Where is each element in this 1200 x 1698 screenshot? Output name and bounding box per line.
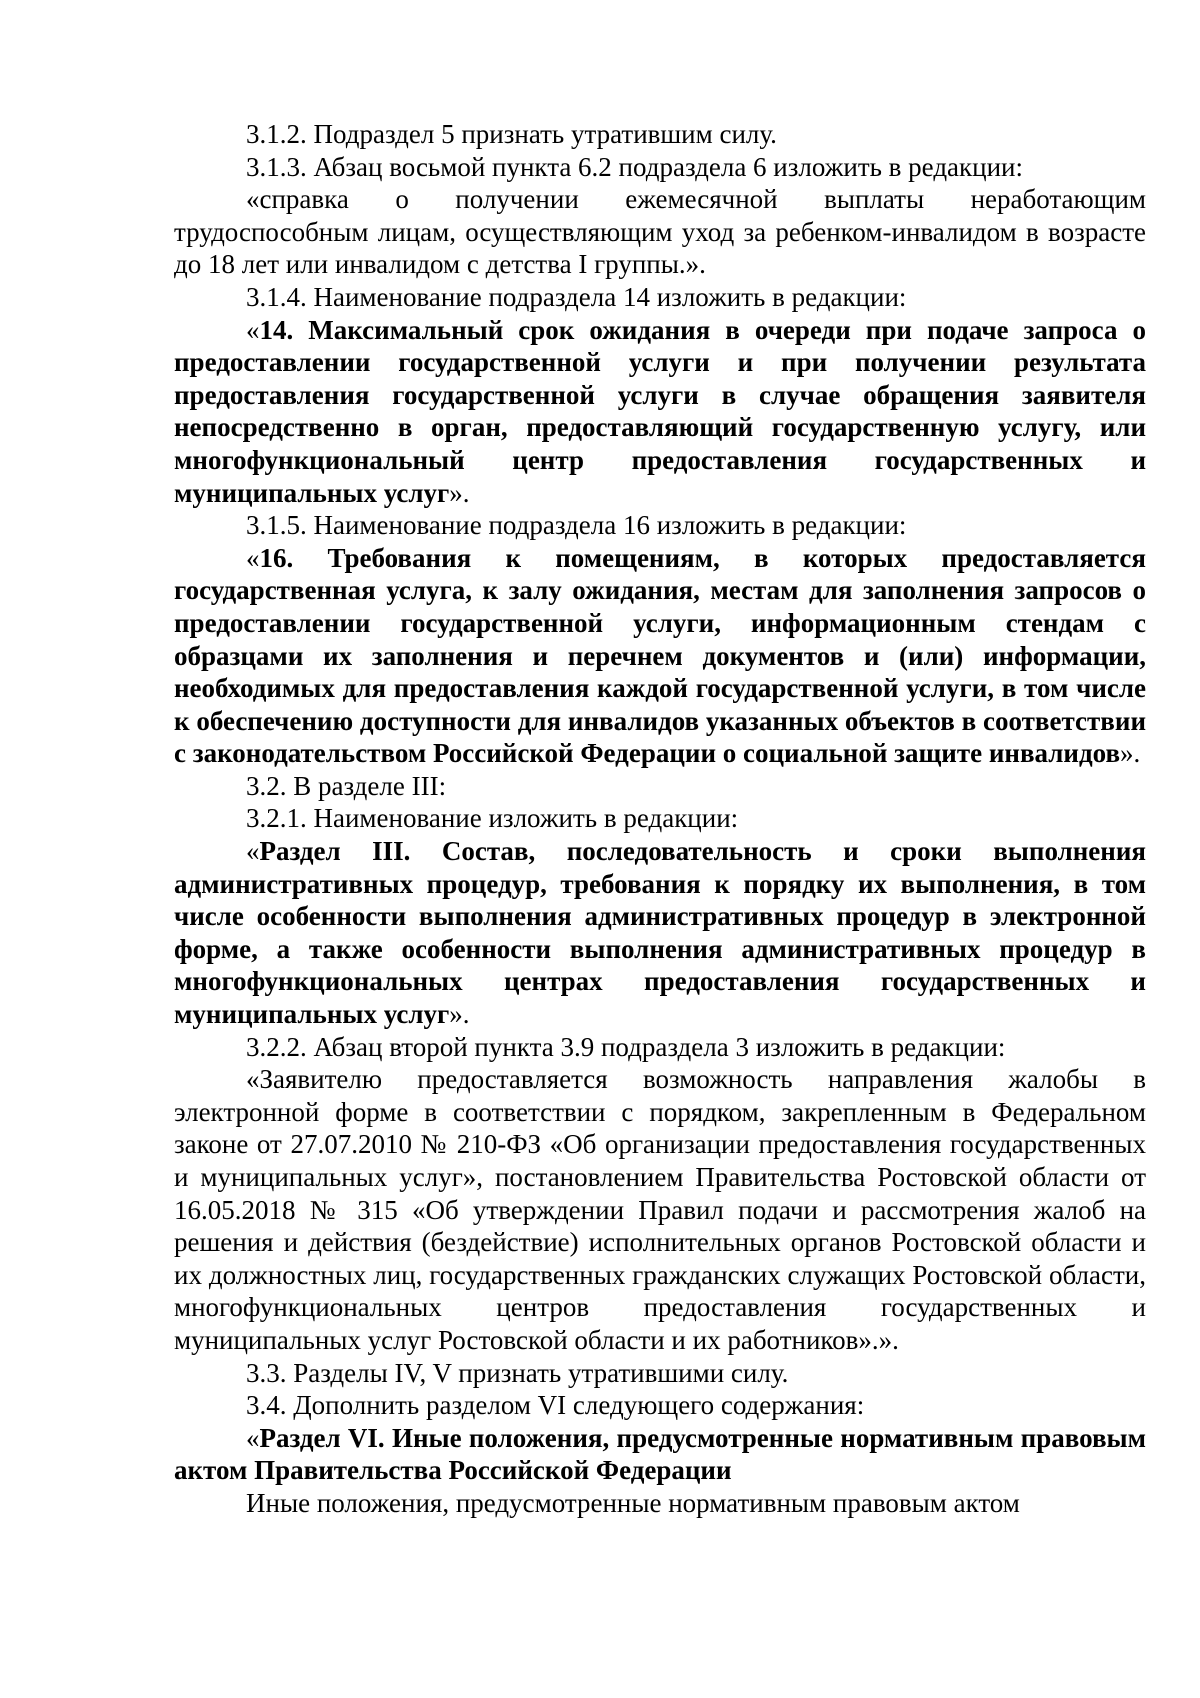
- subsection-16-bold-text: 16. Требования к помещениям, в которых предоставляется государственная услуга, к залу ожидания, местам для заполнения запросов о предоставлении государственной услуги, информационным стендам с образцами их заполнения и перечнем документов и (или) информации, необходимых для предоставления каждой государственной услуги, в том числе к обеспечению доступности для инвалидов указанных объектов в соответствии с законодательством Российской Федерации о социальной защите инвалидов: [174, 542, 1146, 769]
- paragraph-other-provisions: Иные положения, предусмотренные нормативным правовым актом: [246, 1487, 1020, 1518]
- open-quote: «: [246, 1422, 260, 1453]
- paragraph-3-2-2: 3.2.2. Абзац второй пункта 3.9 подраздела 3 изложить в редакции:: [246, 1031, 1006, 1062]
- subsection-16-title: [174, 542, 1146, 770]
- quoted-paragraph-certificate: «справка о получении ежемесячной выплаты неработающим трудоспособным лицам, осуществляющим уход за ребенком-инвалидом в возрасте до 18 лет или инвалидом с детства I группы.».: [174, 184, 1146, 280]
- close-quote: ».: [449, 999, 470, 1030]
- section-3-bold-text: Раздел III. Состав, последовательность и сроки выполнения административных процедур, требования к порядку их выполнения, в том числе особенности выполнения административных процедур в электронной форме, а также особенности выполнения административных процедур в многофункциональных центрах предоставления государственных и муниципальных услуг: [174, 836, 1146, 1030]
- paragraph-3-2-1: 3.2.1. Наименование изложить в редакции:: [246, 803, 739, 834]
- paragraph-3-1-4: 3.1.4. Наименование подраздела 14 изложить в редакции:: [246, 281, 907, 312]
- section-3-title: [174, 835, 1146, 1031]
- section-6-bold-text: Раздел VI. Иные положения, предусмотренные нормативным правовым актом Правительства Российской Федерации: [174, 1422, 1146, 1486]
- paragraph-3-4: 3.4. Дополнить разделом VI следующего содержания:: [246, 1390, 865, 1421]
- paragraph-3-2: 3.2. В разделе III:: [246, 770, 447, 801]
- subsection-14-bold-text: 14. Максимальный срок ожидания в очереди при подаче запроса о предоставлении государственной услуги и при получении результата предоставления государственной услуги в случае обращения заявителя непосредственно в орган, предоставляющий государственную услугу, или многофункциональный центр предоставления государственных и муниципальных услуг: [174, 314, 1146, 508]
- paragraph-3-1-5: 3.1.5. Наименование подраздела 16 изложить в редакции:: [246, 510, 907, 541]
- paragraph-3-3: 3.3. Разделы IV, V признать утратившими силу.: [246, 1357, 789, 1388]
- open-quote: «: [246, 836, 260, 867]
- open-quote: «: [246, 314, 260, 345]
- close-quote: ».: [1120, 738, 1141, 769]
- close-quote: ».: [449, 477, 470, 508]
- subsection-14-title: [174, 314, 1146, 510]
- open-quote: «: [246, 542, 260, 573]
- paragraph-3-1-3: 3.1.3. Абзац восьмой пункта 6.2 подраздела 6 изложить в редакции:: [246, 151, 1024, 182]
- quoted-paragraph-complaint: «Заявителю предоставляется возможность направления жалобы в электронной форме в соответствии с порядком, закрепленным в Федеральном законе от 27.07.2010 № 210-ФЗ «Об организации предоставления государственных и муниципальных услуг», постановлением Правительства Ростовской области от 16.05.2018 № 315 «Об утверждении Правил подачи и рассмотрения жалоб на решения и действия (бездействие) исполнительных органов Ростовской области и их должностных лиц, государственных гражданских служащих Ростовской области, многофункциональных центров предоставления государственных и муниципальных услуг Ростовской области и их работников».».: [174, 1064, 1146, 1355]
- document-body: [174, 118, 1146, 1520]
- section-6-title: [174, 1422, 1146, 1487]
- paragraph-3-1-2: 3.1.2. Подраздел 5 признать утратившим силу.: [246, 119, 777, 149]
